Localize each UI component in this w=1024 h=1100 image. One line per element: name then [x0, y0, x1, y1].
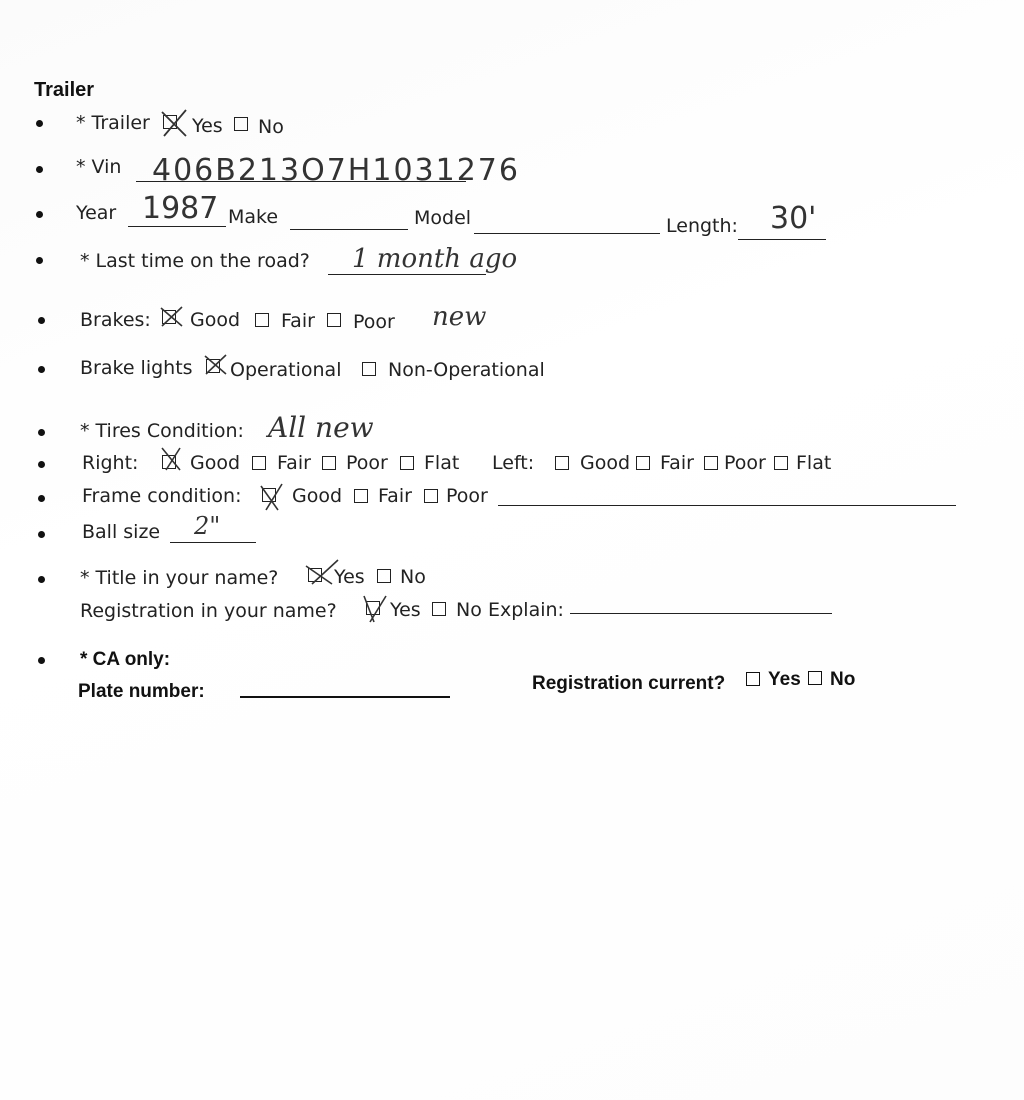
- bullet: [38, 429, 45, 436]
- left-poor-checkbox[interactable]: [704, 456, 718, 470]
- ball-field[interactable]: 2": [194, 512, 221, 540]
- bullet: [38, 461, 45, 468]
- left-flat-label: Flat: [796, 452, 832, 474]
- ball-label: Ball size: [82, 521, 161, 543]
- registration-explain-label: Explain:: [488, 599, 564, 621]
- reg-current-no-label: No: [830, 669, 856, 690]
- last-road-underline: [328, 274, 486, 275]
- last-road-label: * Last time on the road?: [80, 250, 310, 272]
- trailer-no-checkbox[interactable]: [234, 117, 248, 131]
- brakes-fair-checkbox[interactable]: [255, 313, 269, 327]
- year-field[interactable]: 1987: [142, 191, 219, 226]
- left-poor-label: Poor: [724, 452, 766, 474]
- bullet: [36, 166, 43, 173]
- make-label: Make: [228, 206, 279, 228]
- check-x-mark: [158, 444, 186, 474]
- brakes-good-label: Good: [190, 309, 241, 331]
- length-label: Length:: [666, 215, 738, 237]
- ball-underline: [170, 542, 256, 543]
- registration-explain-field[interactable]: [570, 613, 832, 614]
- brakes-label: Brakes:: [80, 309, 151, 331]
- trailer-yes-label: Yes: [192, 115, 223, 137]
- brakes-poor-label: Poor: [353, 311, 395, 333]
- tires-label: * Tires Condition:: [80, 420, 244, 442]
- model-label: Model: [414, 207, 472, 229]
- reg-current-yes-checkbox[interactable]: [746, 672, 760, 686]
- vin-field[interactable]: 406B213O7H1031276: [152, 153, 520, 188]
- right-flat-label: Flat: [424, 452, 460, 474]
- bullet: [38, 366, 45, 373]
- reg-current-no-checkbox[interactable]: [808, 671, 822, 685]
- frame-poor-label: Poor: [446, 485, 488, 507]
- right-poor-label: Poor: [346, 452, 388, 474]
- check-x-mark: [158, 106, 192, 140]
- brake-lights-non-operational-checkbox[interactable]: [362, 362, 376, 376]
- vin-label: * Vin: [76, 156, 122, 178]
- plate-label: Plate number:: [78, 681, 205, 702]
- registration-no-label: No: [456, 599, 482, 621]
- bullet: [38, 317, 45, 324]
- left-fair-label: Fair: [660, 452, 694, 474]
- reg-current-yes-label: Yes: [768, 669, 801, 690]
- check-x-mark: [360, 592, 390, 626]
- right-fair-label: Fair: [277, 452, 311, 474]
- plate-number-field[interactable]: [240, 696, 450, 698]
- left-flat-checkbox[interactable]: [774, 456, 788, 470]
- last-road-field[interactable]: 1 month ago: [352, 244, 518, 274]
- check-x-mark: [158, 304, 186, 330]
- frame-notes-field[interactable]: [498, 505, 956, 506]
- section-title: Trailer: [34, 79, 95, 101]
- right-poor-checkbox[interactable]: [322, 456, 336, 470]
- bullet: [38, 531, 45, 538]
- make-field[interactable]: [290, 229, 408, 230]
- check-x-mark: [202, 352, 230, 378]
- title-no-checkbox[interactable]: [377, 569, 391, 583]
- registration-yes-label: Yes: [390, 599, 421, 621]
- bullet: [38, 657, 45, 664]
- right-flat-checkbox[interactable]: [400, 456, 414, 470]
- frame-fair-checkbox[interactable]: [354, 489, 368, 503]
- left-good-label: Good: [580, 452, 631, 474]
- ca-label: * CA only:: [80, 649, 171, 670]
- trailer-label: * Trailer: [76, 112, 150, 134]
- year-label: Year: [76, 202, 117, 224]
- year-underline: [128, 226, 226, 227]
- registration-no-checkbox[interactable]: [432, 602, 446, 616]
- title-yes-label: Yes: [334, 566, 365, 588]
- length-field[interactable]: 30': [770, 201, 817, 236]
- brakes-poor-checkbox[interactable]: [327, 313, 341, 327]
- brakes-fair-label: Fair: [281, 310, 315, 332]
- bullet: [38, 576, 45, 583]
- length-underline: [738, 239, 826, 240]
- frame-fair-label: Fair: [378, 485, 412, 507]
- brake-lights-label: Brake lights: [80, 357, 193, 379]
- model-field[interactable]: [474, 233, 660, 234]
- title-no-label: No: [400, 566, 426, 588]
- bullet: [36, 211, 43, 218]
- trailer-no-label: No: [258, 116, 284, 138]
- reg-current-label: Registration current?: [532, 673, 726, 694]
- registration-label: Registration in your name?: [80, 600, 337, 622]
- title-label: * Title in your name?: [80, 567, 279, 589]
- bullet: [38, 495, 45, 502]
- right-fair-checkbox[interactable]: [252, 456, 266, 470]
- right-good-label: Good: [190, 452, 241, 474]
- frame-good-label: Good: [292, 485, 343, 507]
- tires-field[interactable]: All new: [268, 411, 374, 444]
- left-good-checkbox[interactable]: [555, 456, 569, 470]
- frame-poor-checkbox[interactable]: [424, 489, 438, 503]
- bullet: [36, 257, 43, 264]
- check-x-mark: [258, 480, 286, 514]
- bullet: [36, 120, 43, 127]
- brake-lights-operational-label: Operational: [230, 359, 342, 381]
- brakes-note: new: [432, 302, 487, 332]
- frame-label: Frame condition:: [82, 485, 242, 507]
- left-fair-checkbox[interactable]: [636, 456, 650, 470]
- brake-lights-non-operational-label: Non-Operational: [388, 359, 545, 381]
- tires-left-label: Left:: [492, 452, 535, 474]
- tires-right-label: Right:: [82, 452, 139, 474]
